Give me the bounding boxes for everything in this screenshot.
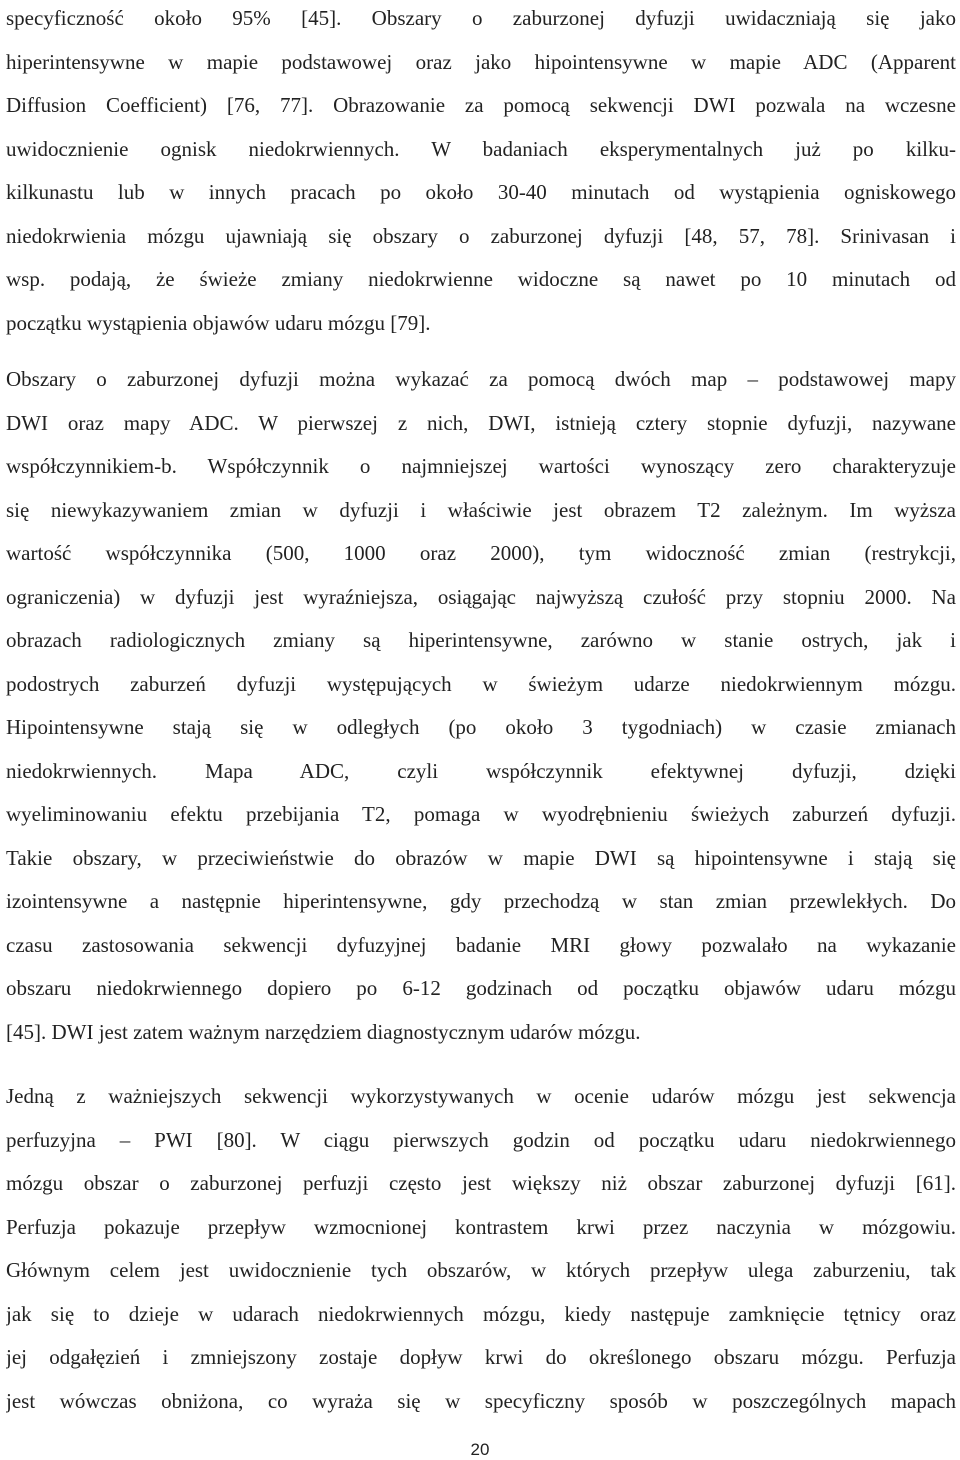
- text-line: czasu zastosowania sekwencji dyfuzyjnej badanie MRI głowy pozwalało na wykazanie: [6, 932, 956, 957]
- text-line: początku wystąpienia objawów udaru mózgu [79].: [6, 310, 431, 335]
- text-line: Perfuzja pokazuje przepływ wzmocnionej kontrastem krwi przez naczynia w mózgowiu.: [6, 1214, 956, 1239]
- text-line: współczynnikiem-b. Współczynnik o najmniejszej wartości wynoszący zero charakteryzuje: [6, 454, 956, 478]
- text-line: jak się to dzieje w udarach niedokrwiennych mózgu, kiedy następuje zamknięcie tętnicy oraz: [6, 1301, 956, 1326]
- text-line: ograniczenia) w dyfuzji jest wyraźniejsza, osiągając najwyższą czułość przy stopniu 2000. Na: [6, 584, 956, 609]
- text-line: [45]. DWI jest zatem ważnym narzędziem diagnostycznym udarów mózgu.: [6, 1019, 641, 1044]
- text-line: Głównym celem jest uwidocznienie tych obszarów, w których przepływ ulega zaburzeniu, tak: [6, 1258, 956, 1282]
- text-line: Diffusion Coefficient) [76, 77]. Obrazowanie za pomocą sekwencji DWI pozwala na wczesne: [6, 93, 956, 117]
- text-line: Hipointensywne stają się w odległych (po około 3 tygodniach) w czasie zmianach: [6, 715, 956, 739]
- text-line: niedokrwienia mózgu ujawniają się obszary o zaburzonej dyfuzji [48, 57, 78]. Srinivasan i: [6, 223, 956, 248]
- text-line: obrazach radiologicznych zmiany są hiperintensywne, zarówno w stanie ostrych, jak i: [6, 628, 956, 652]
- paragraph-3: [6, 1075, 956, 1423]
- text-line: Jedną z ważniejszych sekwencji wykorzystywanych w ocenie udarów mózgu jest sekwencja: [6, 1084, 956, 1108]
- text-line: izointensywne a następnie hiperintensywne, gdy przechodzą w stan zmian przewlekłych. Do: [6, 889, 956, 913]
- text-line: wsp. podają, że świeże zmiany niedokrwienne widoczne są nawet po 10 minutach od: [6, 267, 956, 291]
- text-line: specyficzność około 95% [45]. Obszary o zaburzonej dyfuzji uwidaczniają się jako: [6, 6, 956, 30]
- text-line: jest wówczas obniżona, co wyraża się w specyficzny sposób w poszczególnych mapach: [6, 1388, 956, 1413]
- text-line: niedokrwiennych. Mapa ADC, czyli współczynnik efektywnej dyfuzji, dzięki: [6, 758, 956, 783]
- page-number: 20: [470, 1440, 490, 1459]
- text-line: Takie obszary, w przeciwieństwie do obrazów w mapie DWI są hipointensywne i stają się: [6, 845, 956, 870]
- text-line: perfuzyjna – PWI [80]. W ciągu pierwszych godzin od początku udaru niedokrwiennego: [6, 1127, 956, 1152]
- text-line: obszaru niedokrwiennego dopiero po 6-12 godzinach od początku objawów udaru mózgu: [6, 976, 956, 1000]
- text-line: kilkunastu lub w innych pracach po około 30-40 minutach od wystąpienia ogniskowego: [6, 180, 956, 204]
- text-line: się niewykazywaniem zmian w dyfuzji i właściwie jest obrazem T2 zależnym. Im wyższa: [6, 497, 956, 522]
- text-line: Obszary o zaburzonej dyfuzji można wykazać za pomocą dwóch map – podstawowej mapy: [6, 367, 956, 391]
- text-line: mózgu obszar o zaburzonej perfuzji często jest większy niż obszar zaburzonej dyfuzji [61].: [6, 1171, 956, 1195]
- text-line: wartość współczynnika (500, 1000 oraz 2000), tym widoczność zmian (restrykcji,: [6, 541, 956, 565]
- paragraph-1: [6, 0, 956, 345]
- text-line: hiperintensywne w mapie podstawowej oraz jako hipointensywne w mapie ADC (Apparent: [6, 49, 956, 74]
- text-line: jej odgałęzień i zmniejszony zostaje dopływ krwi do określonego obszaru mózgu. Perfuzja: [6, 1345, 956, 1369]
- text-line: DWI oraz mapy ADC. W pierwszej z nich, DWI, istnieją cztery stopnie dyfuzji, nazywane: [6, 410, 956, 435]
- text-line: podostrych zaburzeń dyfuzji występujących w świeżym udarze niedokrwiennym mózgu.: [6, 671, 956, 696]
- paragraph-2: [6, 358, 956, 1054]
- text-line: wyeliminowaniu efektu przebijania T2, pomaga w wyodrębnieniu świeżych zaburzeń dyfuzji.: [6, 802, 956, 826]
- text-line: uwidocznienie ognisk niedokrwiennych. W badaniach eksperymentalnych już po kilku-: [6, 136, 956, 161]
